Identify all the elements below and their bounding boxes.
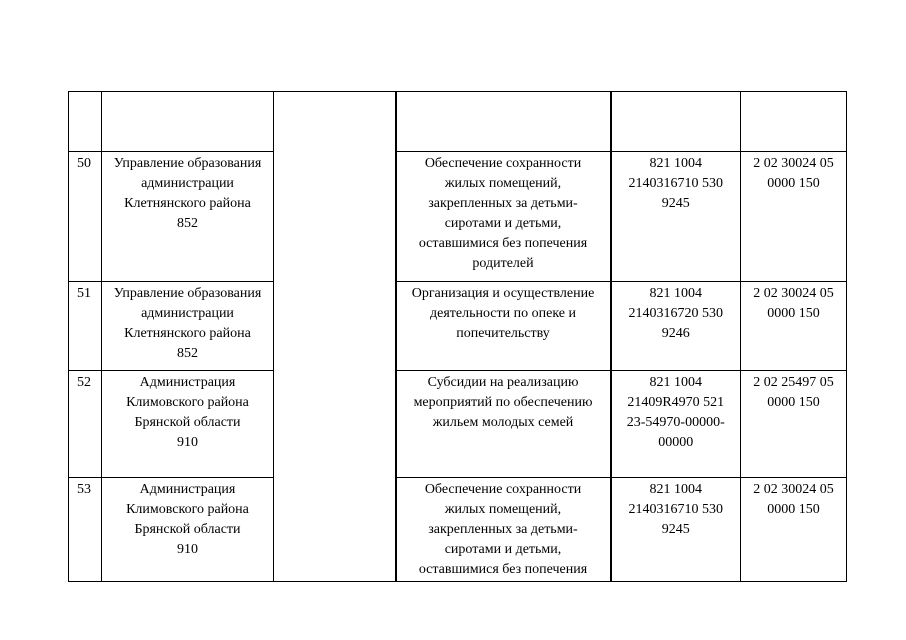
budget-code-cell: 821 1004 2140316710 530 9245	[611, 478, 741, 582]
blank-cell	[274, 371, 396, 478]
income-code-cell: 2 02 30024 05 0000 150	[741, 282, 847, 371]
table-header-row	[69, 92, 847, 152]
table-row	[69, 282, 847, 371]
row-number: 50	[69, 152, 102, 282]
purpose-cell: Организация и осуществление деятельности по опеке и попечительству	[396, 282, 611, 371]
purpose-cell: Субсидии на реализацию мероприятий по обеспечению жильем молодых семей	[396, 371, 611, 478]
header-cell-code	[611, 92, 741, 152]
header-cell-org	[102, 92, 274, 152]
budget-code-cell: 821 1004 21409R4970 521 23-54970-00000- 00000	[611, 371, 741, 478]
header-cell-num	[69, 92, 102, 152]
purpose-cell: Обеспечение сохранности жилых помещений, закрепленных за детьми- сиротами и детьми, оставшимися без попечения	[396, 478, 611, 582]
table-row	[69, 371, 847, 478]
table-row	[69, 478, 847, 582]
purpose-cell: Обеспечение сохранности жилых помещений, закрепленных за детьми- сиротами и детьми, оставшимися без попечения родителей	[396, 152, 611, 282]
budget-code-cell: 821 1004 2140316720 530 9246	[611, 282, 741, 371]
organization-cell: Управление образования администрации Клетнянского района 852	[102, 282, 274, 371]
header-cell-blank	[274, 92, 396, 152]
blank-cell	[274, 282, 396, 371]
organization-cell: Администрация Климовского района Брянской области 910	[102, 478, 274, 582]
income-code-cell: 2 02 25497 05 0000 150	[741, 371, 847, 478]
organization-cell: Администрация Климовского района Брянской области 910	[102, 371, 274, 478]
table-row	[69, 152, 847, 282]
budget-table	[68, 91, 847, 582]
blank-cell	[274, 478, 396, 582]
row-number: 51	[69, 282, 102, 371]
organization-cell: Управление образования администрации Клетнянского района 852	[102, 152, 274, 282]
income-code-cell: 2 02 30024 05 0000 150	[741, 478, 847, 582]
blank-cell	[274, 152, 396, 282]
income-code-cell: 2 02 30024 05 0000 150	[741, 152, 847, 282]
row-number: 53	[69, 478, 102, 582]
budget-code-cell: 821 1004 2140316710 530 9245	[611, 152, 741, 282]
header-cell-income	[741, 92, 847, 152]
header-cell-purpose	[396, 92, 611, 152]
row-number: 52	[69, 371, 102, 478]
